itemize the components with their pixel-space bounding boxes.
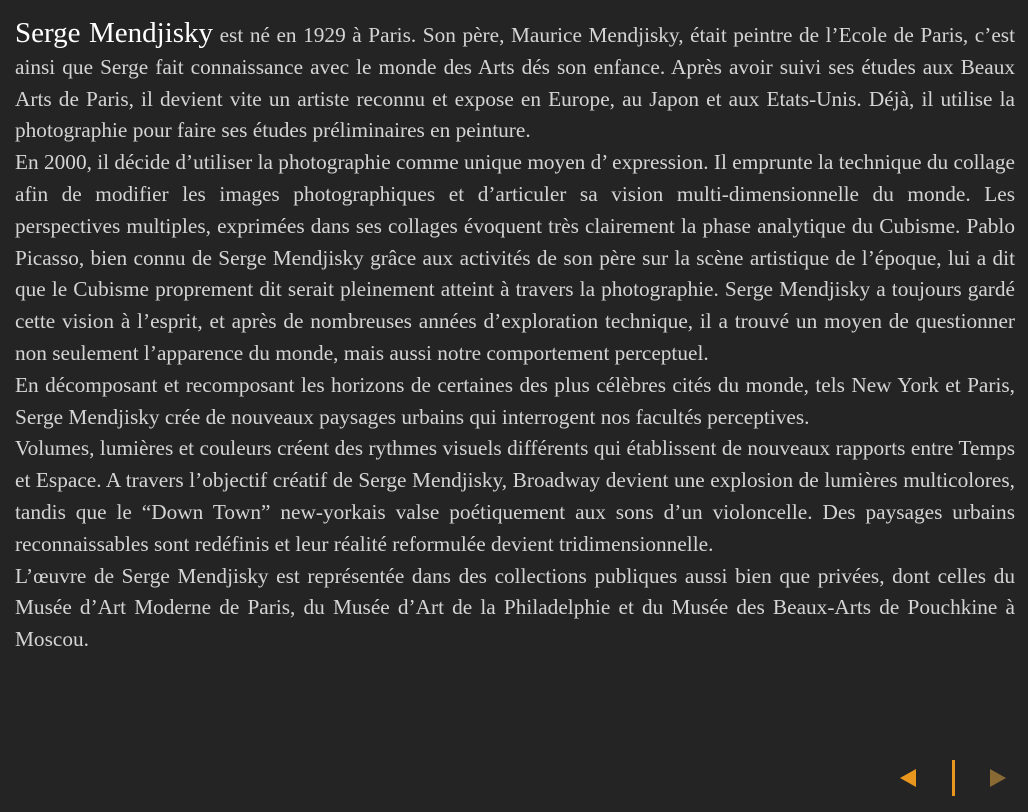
paragraph-4: Volumes, lumières et couleurs créent des rythmes visuels différents qui établissent de nouveaux rapports entre Temps et Espace. A travers l’objectif créatif de Serge Mendjisky, Broadway devient une explosion de lumières multicolores, tandis que le “Down Town” new-yorkais valse poétiquement aux sons d’un violoncelle. Des paysages urbains reconnaissables sont redéfinis et leur réalité reformulée devient tridimensionnelle. [15, 436, 1015, 556]
paragraph-2: En 2000, il décide d’utiliser la photographie comme unique moyen d’ expression. Il emprunte la technique du collage afin de modifier les images photographiques et d’articuler sa vision multi-dimensionnelle du monde. Les perspectives multiples, exprimées dans ses collages évoquent très clairement la phase analytique du Cubisme. Pablo Picasso, bien connu de Serge Mendjisky grâce aux activités de son père sur la scène artistique de l’époque, lui a dit que le Cubisme proprement dit serait pleinement atteint à travers la photographie. Serge Mendjisky a toujours gardé cette vision à l’esprit, et après de nombreuses années d’exploration technique, il a trouvé un moyen de questionner non seulement l’apparence du monde, mais aussi notre comportement perceptuel. [15, 150, 1015, 365]
artist-name: Serge Mendjisky [15, 17, 214, 49]
biography-text [15, 18, 1015, 656]
paragraph-1 [15, 18, 1015, 147]
nav-divider [952, 760, 955, 796]
triangle-left-icon[interactable] [900, 769, 916, 787]
paragraph-5: L’œuvre de Serge Mendjisky est représentée dans des collections publiques aussi bien que privées, dont celles du Musée d’Art Moderne de Paris, du Musée d’Art de la Philadelphie et du Musée des Beaux-Arts de Pouchkine à Moscou. [15, 563, 1015, 652]
paragraph-3: En décomposant et recomposant les horizons de certaines des plus célèbres cités du monde, tels New York et Paris, Serge Mendjisky crée de nouveaux paysages urbains qui interrogent nos facultés perceptives. [15, 372, 1015, 429]
paragraph-1-text: est né en 1929 à Paris. Son père, Maurice Mendjisky, était peintre de l’Ecole de Paris, c’est ainsi que Serge fait connaissance avec le monde des Arts dés son enfance. Après avoir suivi ses études aux Beaux Arts de Paris, il devient vite un artiste reconnu et expose en Europe, au Japon et aux Etats-Unis. Déjà, il utilise la photographie pour faire ses études préliminaires en peinture. [15, 23, 1015, 143]
page-navigation [896, 760, 1016, 796]
triangle-right-icon[interactable] [990, 769, 1006, 787]
